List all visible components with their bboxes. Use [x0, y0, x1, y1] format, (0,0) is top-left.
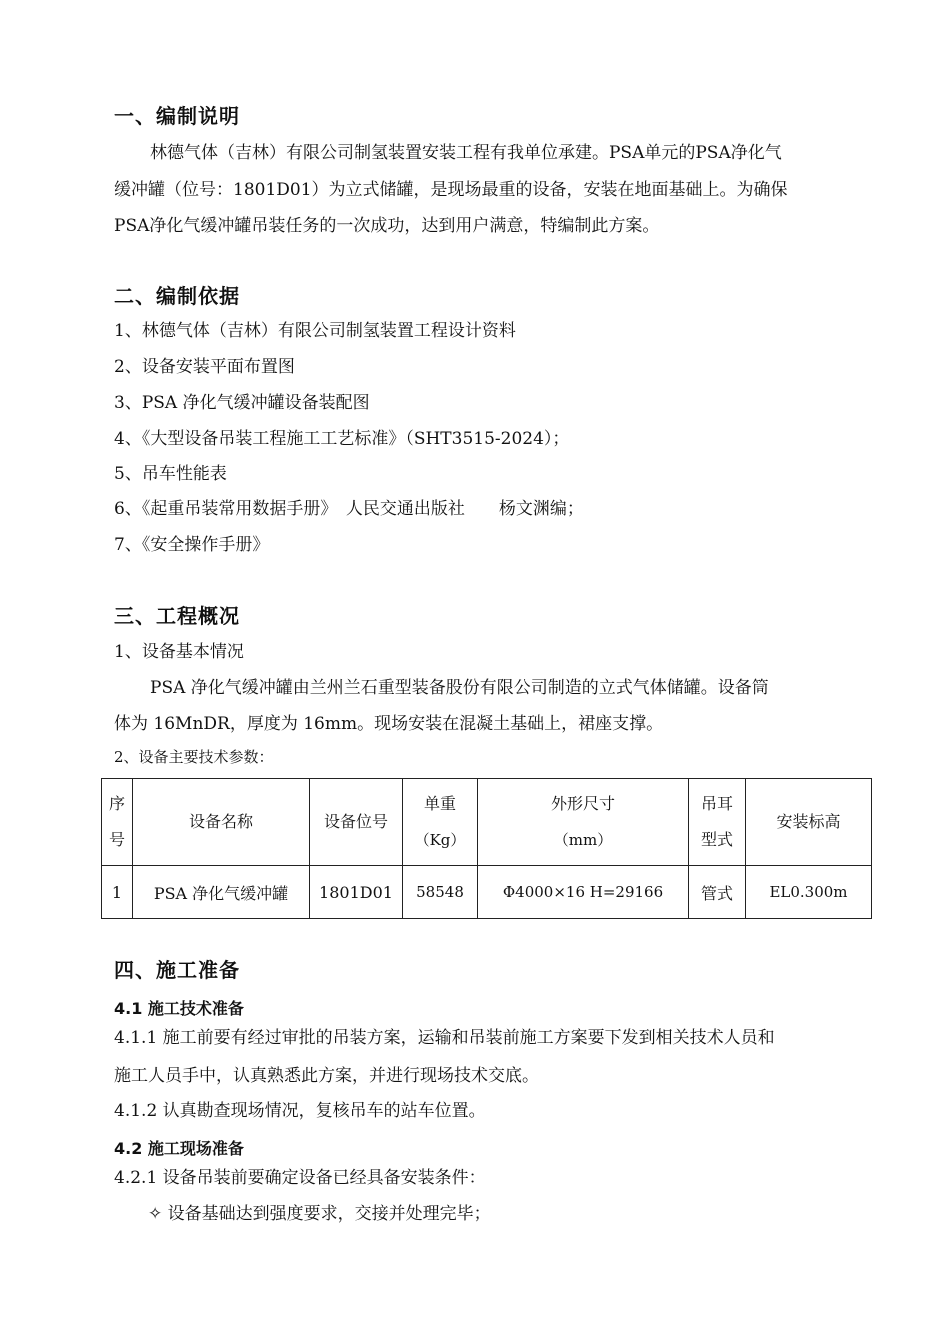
basis-item-4: 4、《大型设备吊装工程施工工艺标准》（SHT3515-2024）； — [114, 429, 570, 449]
header-dimensions: 外形尺寸 （mm） — [478, 779, 689, 866]
para-4-1-2: 4.1.2 认真勘查现场情况，复核吊车的站车位置。 — [114, 1101, 486, 1121]
section-1-para-line-2: 缓冲罐（位号：1801D01）为立式储罐，是现场最重的设备，安装在地面基础上。为确保 — [114, 180, 788, 200]
table-row — [102, 866, 872, 919]
section-1-heading: 一、编制说明 — [114, 104, 240, 128]
header-tag: 设备位号 — [310, 779, 403, 866]
basis-item-5: 5、吊车性能表 — [114, 464, 227, 484]
basis-item-6: 6、《起重吊装常用数据手册》 人民交通出版社 杨文渊编； — [114, 499, 584, 519]
basis-item-7: 7、《安全操作手册》 — [114, 535, 270, 555]
header-weight: 单重 （Kg） — [403, 779, 478, 866]
equipment-basic-subheading: 1、设备基本情况 — [114, 642, 244, 662]
cell-tag: 1801D01 — [310, 866, 403, 919]
tech-params-subheading: 2、设备主要技术参数： — [114, 748, 274, 766]
section-3-para-line-1: PSA 净化气缓冲罐由兰州兰石重型装备股份有限公司制造的立式气体储罐。设备筒 — [150, 678, 769, 698]
equipment-spec-table — [101, 778, 872, 919]
para-4-2-1: 4.2.1 设备吊装前要确定设备已经具备安装条件： — [114, 1168, 486, 1188]
header-no: 序 号 — [102, 779, 133, 866]
subsection-4-1-heading: 4.1 施工技术准备 — [114, 999, 244, 1018]
header-lug-type: 吊耳 型式 — [689, 779, 746, 866]
basis-item-2: 2、设备安装平面布置图 — [114, 357, 295, 377]
cell-elevation: EL0.300m — [746, 866, 872, 919]
table-header-row — [102, 779, 872, 866]
section-3-heading: 三、工程概况 — [114, 604, 240, 628]
subsection-4-2-heading: 4.2 施工现场准备 — [114, 1139, 244, 1158]
header-elevation: 安装标高 — [746, 779, 872, 866]
cell-weight: 58548 — [403, 866, 478, 919]
section-4-heading: 四、施工准备 — [114, 958, 240, 982]
para-4-1-1-line-1: 4.1.1 施工前要有经过审批的吊装方案，运输和吊装前施工方案要下发到相关技术人员和 — [114, 1028, 775, 1048]
cell-dimensions: Φ4000×16 H=29166 — [478, 866, 689, 919]
bullet-foundation-ready: ✧ 设备基础达到强度要求，交接并处理完毕； — [148, 1204, 491, 1224]
section-1-para-line-3: PSA净化气缓冲罐吊装任务的一次成功，达到用户满意，特编制此方案。 — [114, 216, 660, 236]
cell-lug-type: 管式 — [689, 866, 746, 919]
basis-item-1: 1、林德气体（吉林）有限公司制氢装置工程设计资料 — [114, 321, 516, 341]
basis-item-3: 3、PSA 净化气缓冲罐设备装配图 — [114, 393, 370, 413]
para-4-1-1-line-2: 施工人员手中，认真熟悉此方案，并进行现场技术交底。 — [114, 1066, 539, 1086]
header-name: 设备名称 — [133, 779, 310, 866]
section-3-para-line-2: 体为 16MnDR，厚度为 16mm。现场安装在混凝土基础上，裙座支撑。 — [114, 714, 664, 734]
section-1-para-line-1: 林德气体（吉林）有限公司制氢装置安装工程有我单位承建。PSA单元的PSA净化气 — [150, 143, 782, 163]
section-2-heading: 二、编制依据 — [114, 284, 240, 308]
cell-no: 1 — [102, 866, 133, 919]
cell-name: PSA 净化气缓冲罐 — [133, 866, 310, 919]
